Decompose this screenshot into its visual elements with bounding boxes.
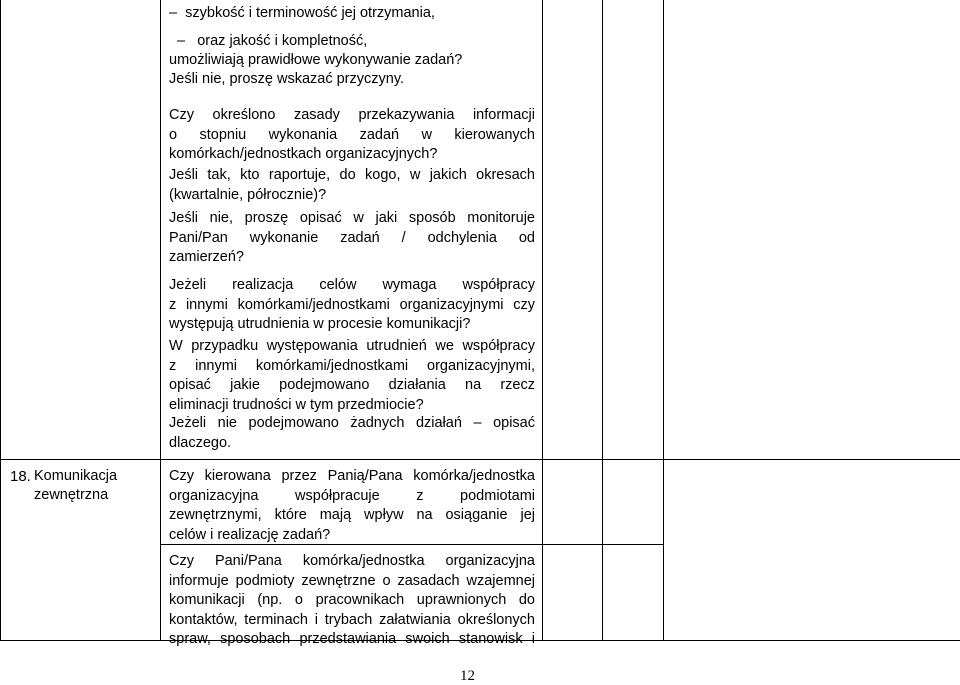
question-cooperation: Jeżeli realizacja celów wymaga współpracy z innymi komórkami/jednostkami organizacyjnymi czy występują utrudnienia w procesie komunikacji?	[169, 277, 535, 332]
question-rules: Czy określono zasady przekazywania informacji o stopniu wykonania zadań w kierowanych komórkach/jednostkach organizacyjnych?	[169, 107, 535, 162]
row-divider-18	[0, 459, 960, 460]
page-number: 12	[460, 668, 475, 684]
dash-item-2: – oraz jakość i kompletność,	[169, 33, 368, 49]
row-number: 18.	[10, 468, 31, 485]
question-reporting: Jeśli tak, kto raportuje, do kogo, w jakich okresach (kwartalnie, półrocznie)?	[169, 167, 535, 203]
table-left-border	[0, 0, 1, 640]
question-difficulties: W przypadku występowania utrudnień we współpracy z innymi komórkami/jednostkami organizacyjnymi, opisać jakie podejmowano działania na rzecz eliminacji trudności w tym przedmiocie?	[169, 338, 535, 413]
item-2-continuation: umożliwiają prawidłowe wykonywanie zadań?	[169, 52, 463, 68]
dash-item-1: – szybkość i terminowość jej otrzymania,	[169, 5, 435, 21]
question-no-action: Jeżeli nie podejmowano żadnych działań – opisać dlaczego.	[169, 415, 535, 451]
question-external-cooperation: Czy kierowana przez Panią/Pana komórka/jednostka organizacyjna współpracuje z podmiotami zewnętrznymi, które mają wpływ na osiąganie jej celów i realizację zadań?	[169, 468, 535, 543]
question-monitoring: Jeśli nie, proszę opisać w jaki sposób monitoruje Pani/Pan wykonanie zadań / odchylenia od zamierzeń?	[169, 210, 535, 265]
column-divider-4	[663, 0, 664, 640]
row-label-line-1: Komunikacja	[34, 468, 118, 484]
question-informs-external: Czy Pani/Pana komórka/jednostka organizacyjna informuje podmioty zewnętrzne o zasadach wzajemnej komunikacji (np. o pracownikach uprawnionych do kontaktów, terminach i trybach załatwiania określonych spraw, sposobach przedstawiania swoich stanowisk i	[169, 553, 535, 647]
reason-text: Jeśli nie, proszę wskazać przyczyny.	[169, 71, 405, 87]
row-label-line-2: zewnętrzna	[34, 487, 109, 503]
